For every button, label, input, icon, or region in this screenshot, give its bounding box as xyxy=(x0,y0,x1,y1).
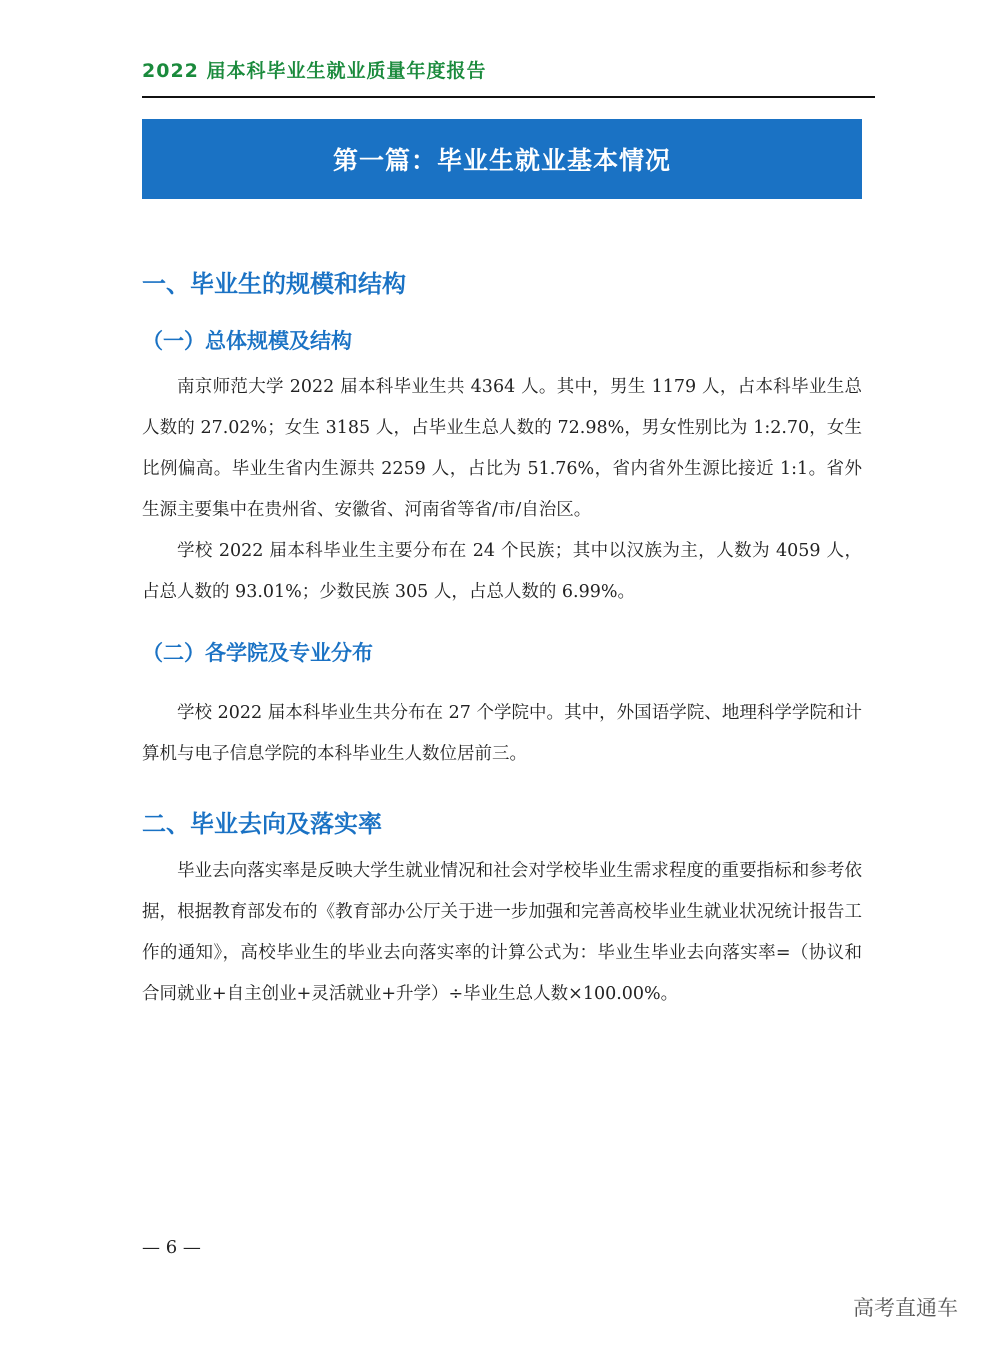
paragraph-ethnicity: 学校 2022 届本科毕业生主要分布在 24 个民族；其中以汉族为主，人数为 4059 人，占总人数的 93.01%；少数民族 305 人，占总人数的 6.99%。 xyxy=(142,541,862,602)
section-heading-2: 二、毕业去向及落实率 xyxy=(142,810,382,838)
part-title: 第一篇：毕业生就业基本情况 xyxy=(332,146,671,175)
subsection-heading-1-1: （一）总体规模及结构 xyxy=(142,329,352,353)
running-header: 2022 届本科毕业生就业质量年度报告 xyxy=(142,60,487,82)
paragraph-placement-rate: 毕业去向落实率是反映大学生就业情况和社会对学校毕业生需求程度的重要指标和参考依据，根据教育部发布的《教育部办公厅关于进一步加强和完善高校毕业生就业状况统计报告工作的通知》，高校毕业生的毕业去向落实率的计算公式为：毕业生毕业去向落实率=（协议和合同就业+自主创业+灵活就业+升学）÷毕业生总人数×100.00%。 xyxy=(142,861,862,1004)
subsection-heading-1-2: （二）各学院及专业分布 xyxy=(142,641,373,665)
paragraph-scale: 南京师范大学 2022 届本科毕业生共 4364 人。其中，男生 1179 人，占本科毕业生总人数的 27.02%；女生 3185 人，占毕业生总人数的 72.98%，男女性别比为 1:2.70，女生比例偏高。毕业生省内生源共 2259 人，占比为 51.76%，省内省外生源比接近 1:1。省外生源主要集中在贵州省、安徽省、河南省等省/市/自治区。 xyxy=(142,377,862,520)
section-heading-1: 一、毕业生的规模和结构 xyxy=(142,270,406,298)
header-rule xyxy=(142,96,875,98)
part-banner xyxy=(142,119,862,199)
watermark: 高考直通车 xyxy=(853,1296,958,1320)
paragraph-colleges: 学校 2022 届本科毕业生共分布在 27 个学院中。其中，外国语学院、地理科学学院和计算机与电子信息学院的本科毕业生人数位居前三。 xyxy=(142,703,862,764)
page-number: — 6 — xyxy=(142,1237,201,1258)
